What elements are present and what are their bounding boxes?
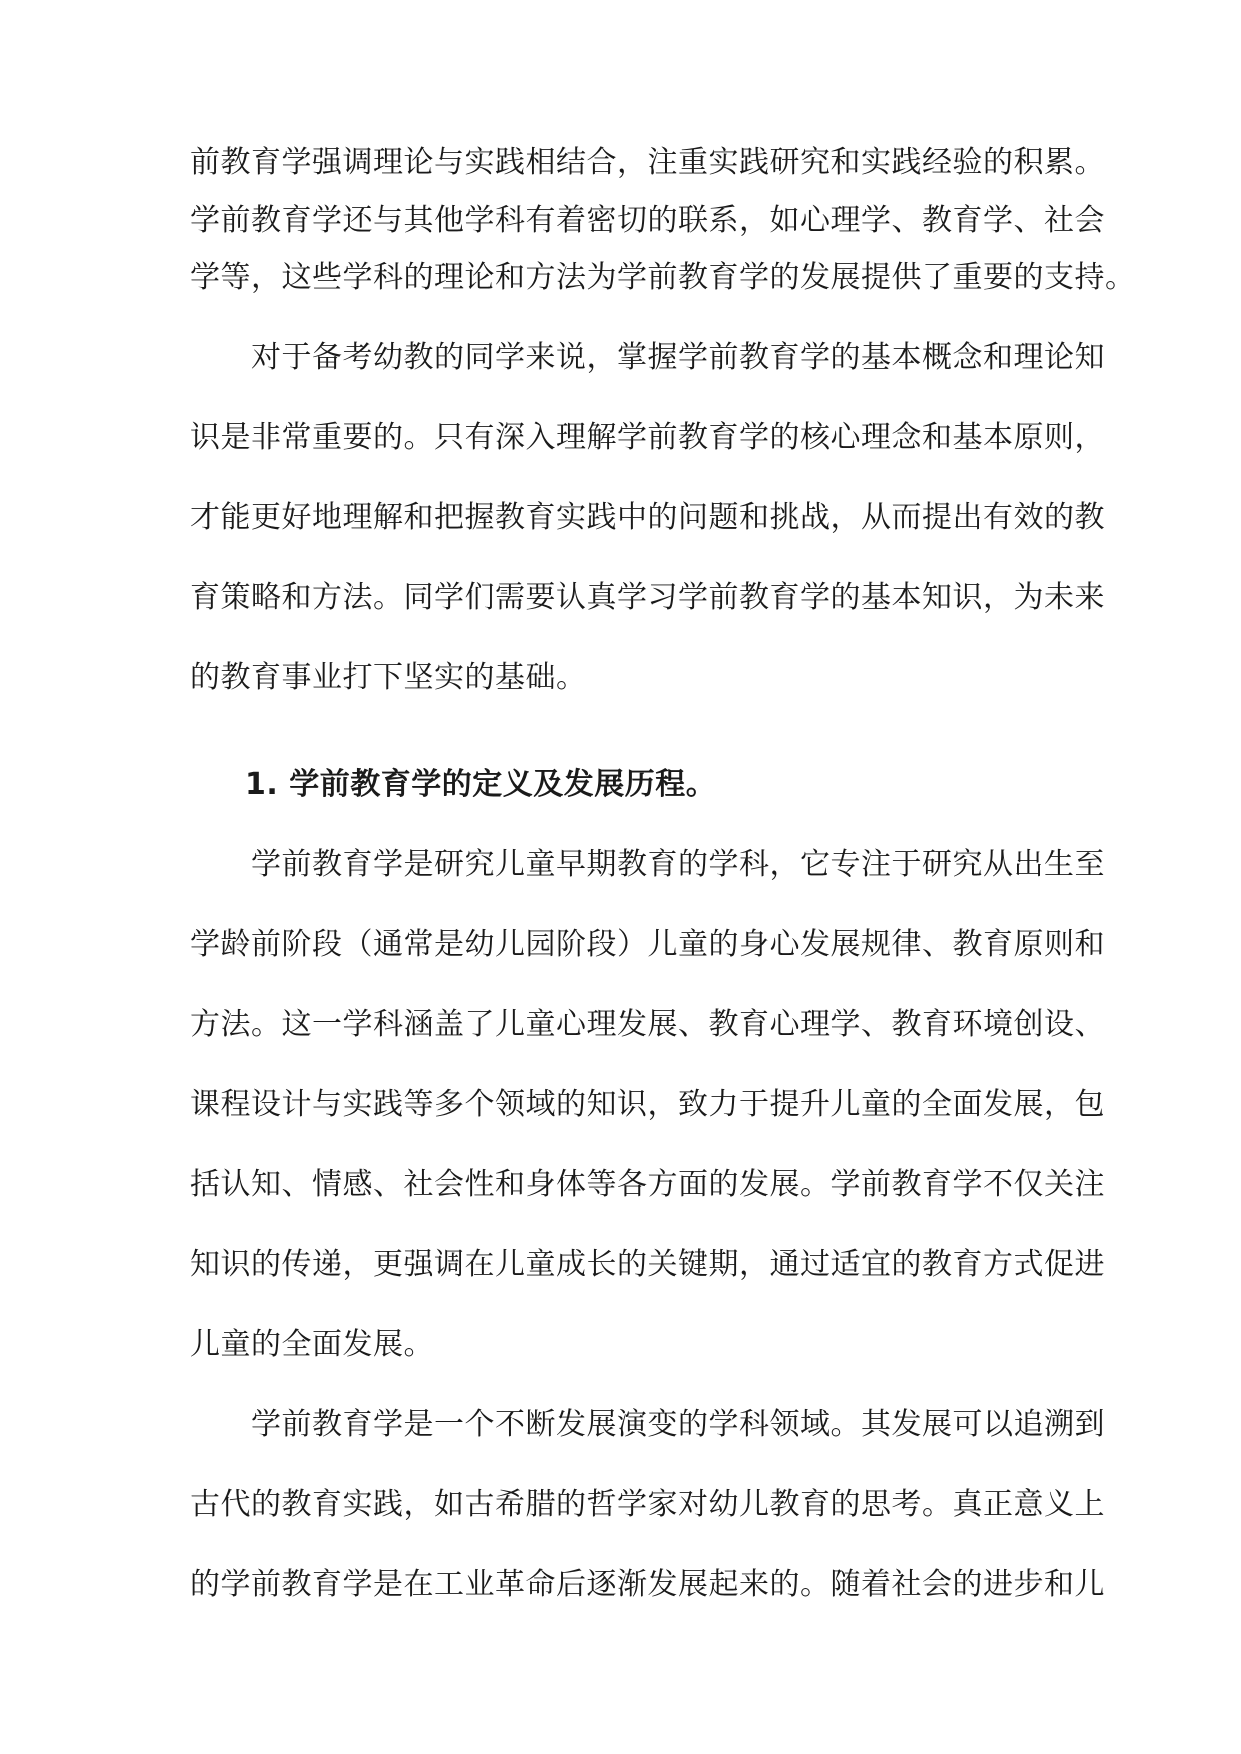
paragraph-line: 学前教育学是一个不断发展演变的学科领域。其发展可以追溯到 xyxy=(190,1407,1105,1442)
paragraph-line: 的学前教育学是在工业革命后逐渐发展起来的。随着社会的进步和儿 xyxy=(190,1567,1105,1602)
paragraph-line: 的教育事业打下坚实的基础。 xyxy=(190,660,587,695)
paragraph-line: 知识的传递，更强调在儿童成长的关键期，通过适宜的教育方式促进 xyxy=(190,1247,1105,1282)
paragraph-line: 前教育学强调理论与实践相结合，注重实践研究和实践经验的积累。 xyxy=(190,145,1105,180)
paragraph-line: 括认知、情感、社会性和身体等各方面的发展。学前教育学不仅关注 xyxy=(190,1167,1105,1202)
paragraph-line: 育策略和方法。同学们需要认真学习学前教育学的基本知识，为未来 xyxy=(190,580,1105,615)
paragraph-line: 学等，这些学科的理论和方法为学前教育学的发展提供了重要的支持。 xyxy=(190,260,1136,295)
paragraph-line: 学龄前阶段（通常是幼儿园阶段）儿童的身心发展规律、教育原则和 xyxy=(190,927,1105,962)
paragraph-line: 识是非常重要的。只有深入理解学前教育学的核心理念和基本原则， xyxy=(190,420,1105,455)
paragraph-line: 儿童的全面发展。 xyxy=(190,1327,434,1362)
paragraph-line: 古代的教育实践，如古希腊的哲学家对幼儿教育的思考。真正意义上 xyxy=(190,1487,1105,1522)
paragraph-line: 学前教育学是研究儿童早期教育的学科，它专注于研究从出生至 xyxy=(190,847,1105,882)
paragraph-line: 课程设计与实践等多个领域的知识，致力于提升儿童的全面发展，包 xyxy=(190,1087,1105,1122)
section-heading: 1. 学前教育学的定义及发展历程。 xyxy=(245,767,717,802)
paragraph-line: 学前教育学还与其他学科有着密切的联系，如心理学、教育学、社会 xyxy=(190,203,1105,238)
paragraph-line: 方法。这一学科涵盖了儿童心理发展、教育心理学、教育环境创设、 xyxy=(190,1007,1105,1042)
paragraph-line: 对于备考幼教的同学来说，掌握学前教育学的基本概念和理论知 xyxy=(190,340,1105,375)
paragraph-line: 才能更好地理解和把握教育实践中的问题和挑战，从而提出有效的教 xyxy=(190,500,1105,535)
